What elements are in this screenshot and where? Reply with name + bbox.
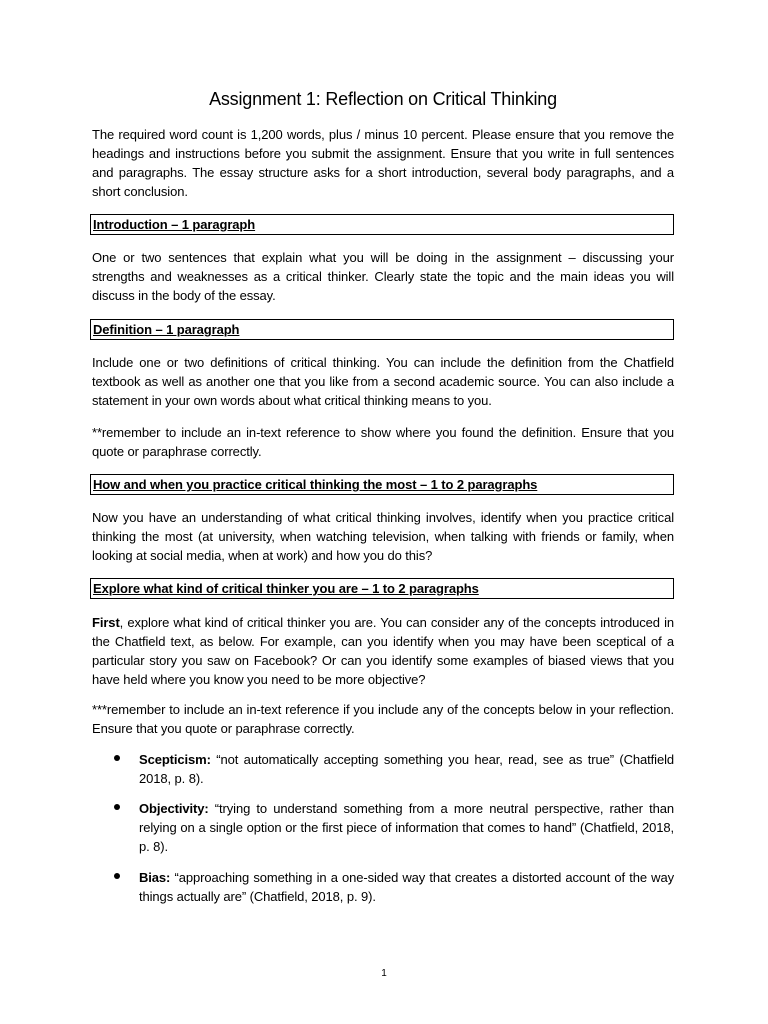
concept-definition: “approaching something in a one-sided way that creates a distorted account of the way things actually are” (Chatfield, 2018, p. 9). [139, 870, 674, 904]
section-heading-label: Introduction – 1 paragraph [93, 217, 256, 232]
body-paragraph: One or two sentences that explain what you will be doing in the assignment – discussing your strengths and weaknesses as a critical thinker. Clearly state the topic and the main ideas you will discuss in the body of the essay. [92, 250, 674, 303]
section-body-definition [92, 353, 674, 410]
body-paragraph: Include one or two definitions of critical thinking. You can include the definition from the Chatfield textbook as well as another one that you like from a second academic source. You can also include a statement in your own words about what critical thinking means to you. [92, 355, 674, 408]
section-body-practice [92, 508, 674, 565]
intro-paragraph-block [92, 125, 674, 201]
first-emphasis: First [92, 615, 120, 630]
section-body-explore [92, 613, 674, 689]
intro-paragraph: The required word count is 1,200 words, plus / minus 10 percent. Please ensure that you remove the headings and instructions before you submit the assignment. Ensure that you write in full sentences and paragraphs. The essay structure asks for a short introduction, several body paragraphs, and a short conclusion. [92, 127, 674, 199]
section-heading-label: Definition – 1 paragraph [93, 322, 240, 337]
section-heading-definition [90, 319, 674, 340]
section-heading-explore [90, 578, 674, 599]
bullet-dot [114, 873, 120, 879]
section-heading-label: Explore what kind of critical thinker you are – 1 to 2 paragraphs [93, 581, 479, 596]
concept-definition: “trying to understand something from a more neutral perspective, rather than relying on a single option or the first piece of information that comes to hand” (Chatfield, 2018, p. 8). [139, 801, 674, 854]
body-paragraph: Now you have an understanding of what critical thinking involves, identify when you practice critical thinking the most (at university, when watching television, when talking with friends or family, when looking at social media, when at work) and how you do this? [92, 510, 674, 563]
section-heading-practice [90, 474, 674, 495]
body-paragraph-text: , explore what kind of critical thinker you are. You can consider any of the concepts introduced in the Chatfield text, as below. For example, can you identify when you may have been sceptical of a particular story you saw on Facebook? Or can you identify some examples of biased views that you have held where you know you need to be more objective? [92, 615, 674, 687]
concept-term: Scepticism: [139, 752, 211, 767]
document-title: Assignment 1: Reflection on Critical Thinking [209, 89, 557, 109]
reference-note-definition [92, 423, 674, 461]
section-heading-introduction [90, 214, 674, 235]
section-heading-label: How and when you practice critical thinking the most – 1 to 2 paragraphs [93, 477, 538, 492]
concept-definition: “not automatically accepting something you hear, read, see as true” (Chatfield 2018, p. 8). [139, 752, 674, 786]
body-paragraph [92, 613, 674, 689]
concept-term: Objectivity: [139, 801, 209, 816]
bullet-dot [114, 804, 120, 810]
reference-note-explore [92, 700, 674, 738]
concept-term: Bias: [139, 870, 171, 885]
page-number: 1 [381, 968, 387, 979]
section-body-introduction [92, 248, 674, 305]
reference-note: ***remember to include an in-text reference if you include any of the concepts below in your reflection. Ensure that you quote or paraphrase correctly. [92, 702, 674, 736]
bullet-dot [114, 755, 120, 761]
reference-note: **remember to include an in-text reference to show where you found the definition. Ensure that you quote or paraphrase correctly. [92, 425, 674, 459]
